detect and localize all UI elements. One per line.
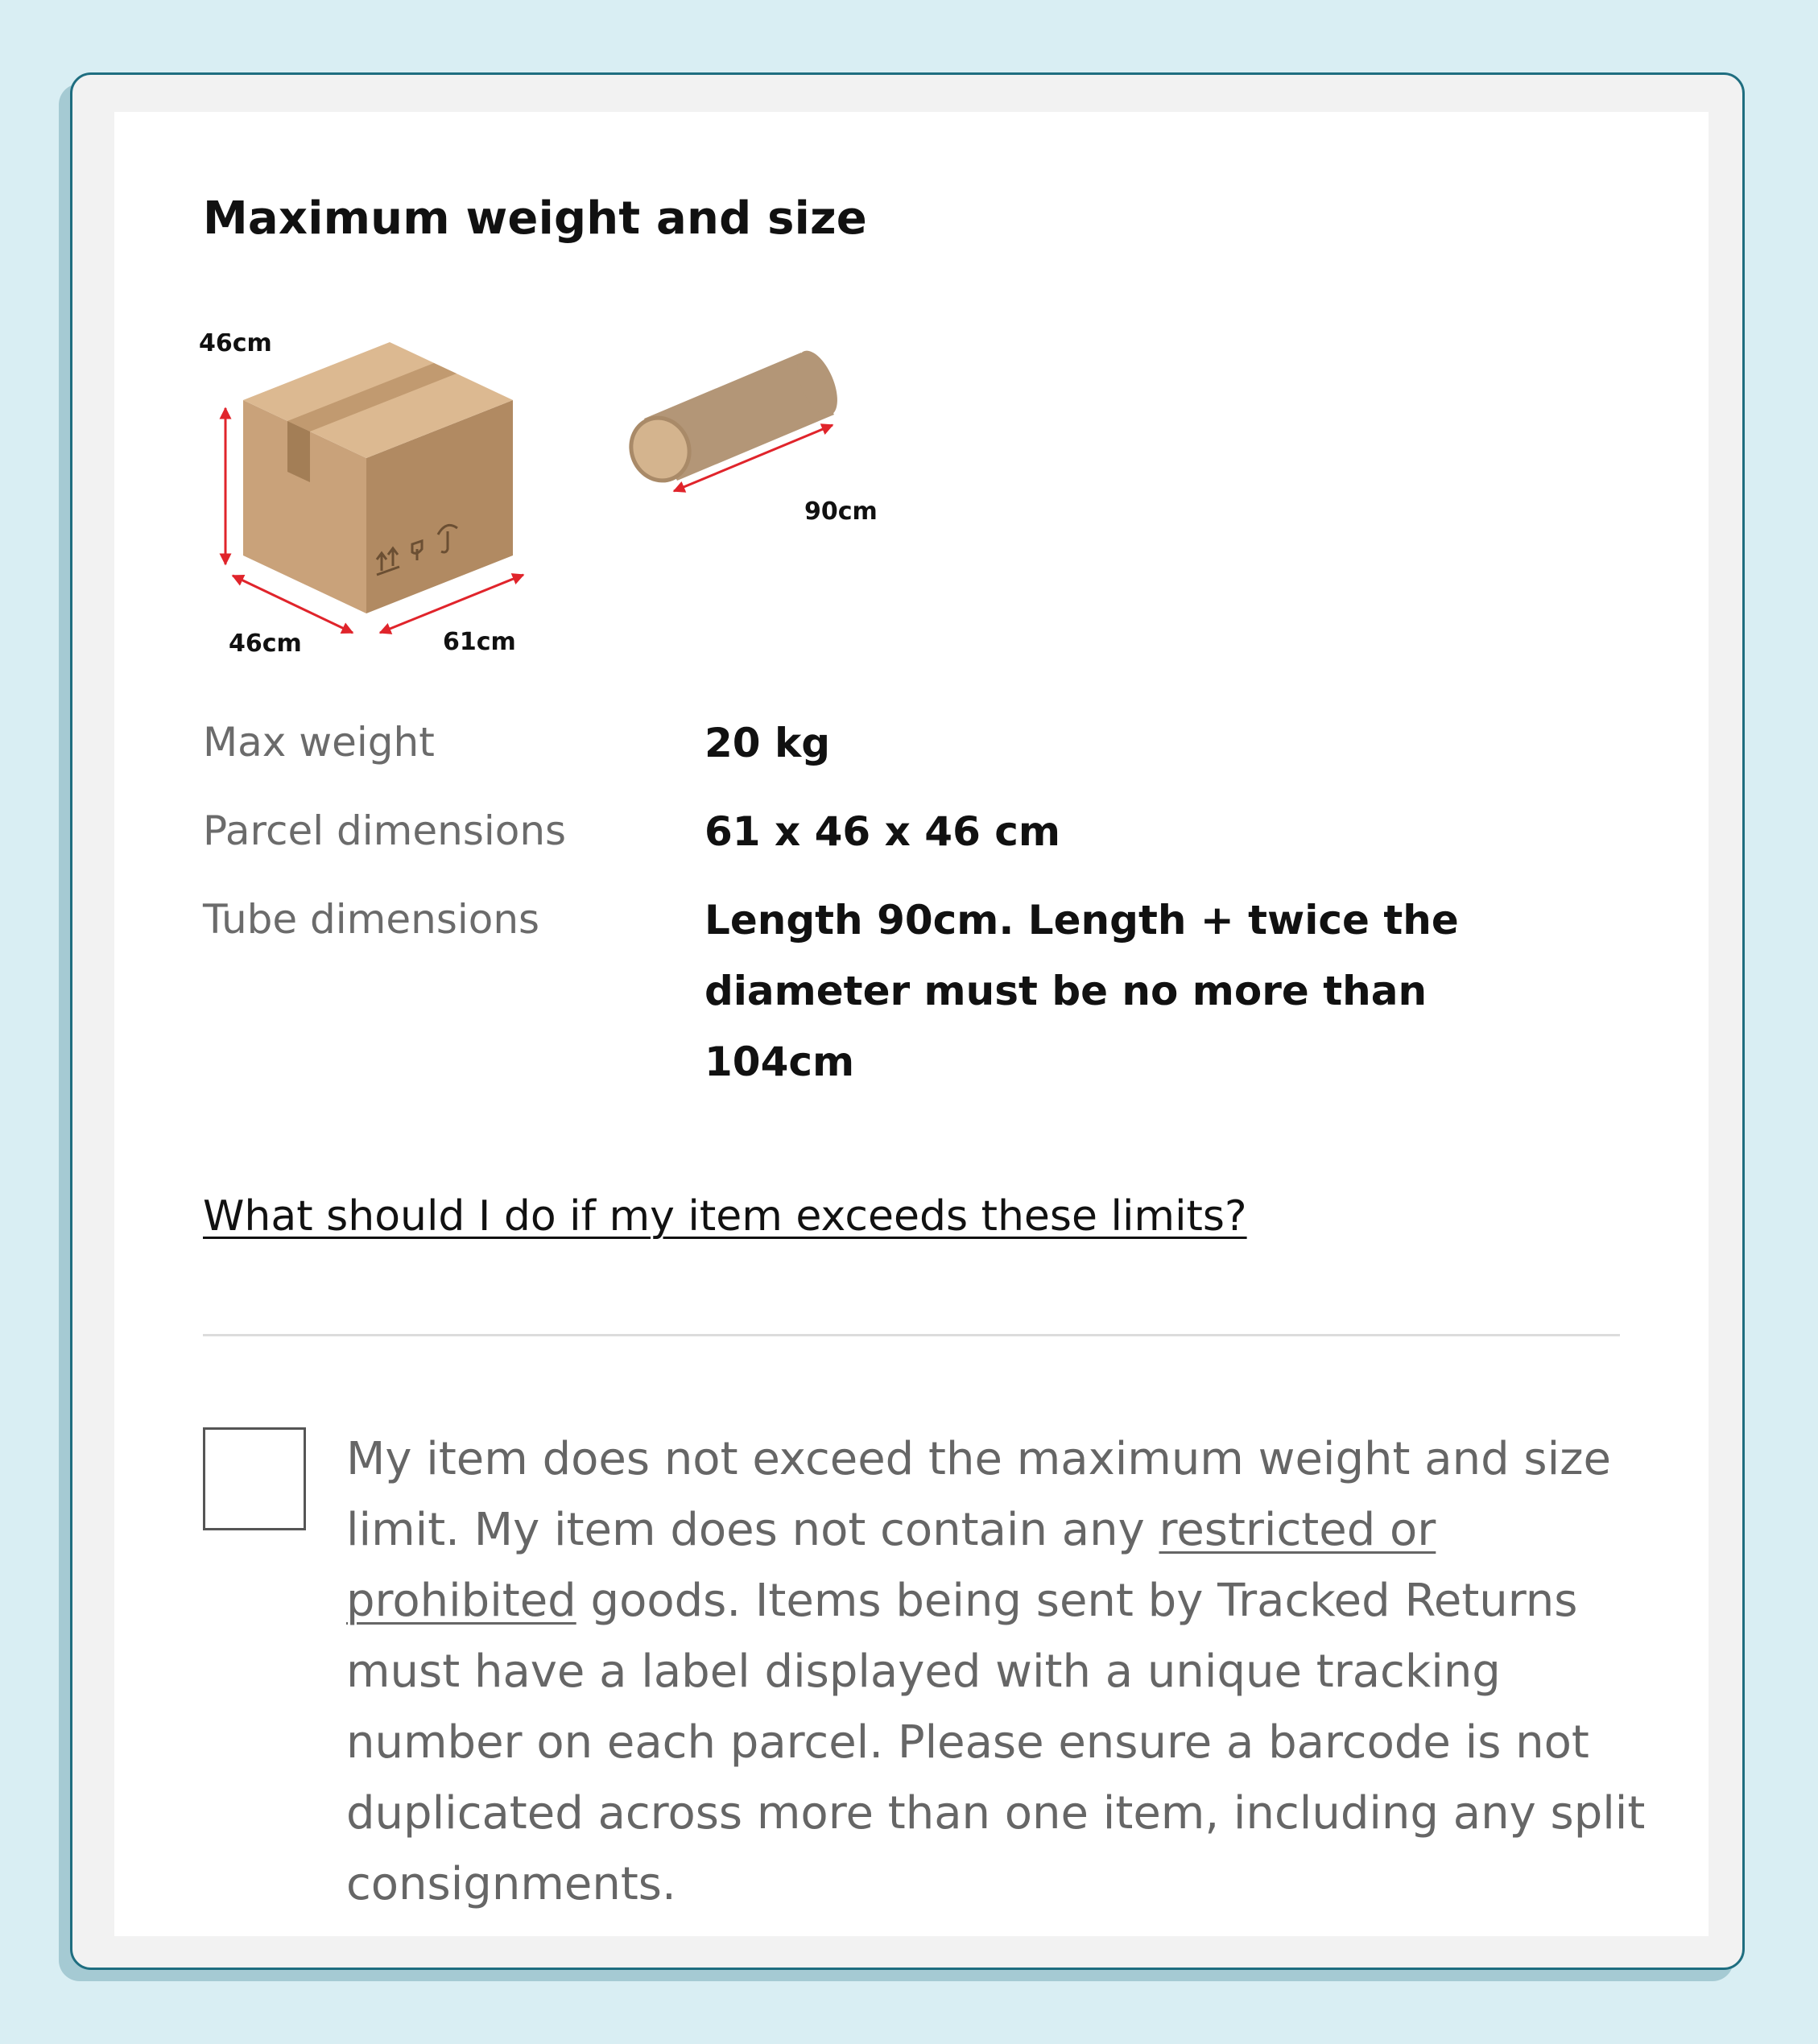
spec-value: 20 kg <box>704 720 831 766</box>
spec-row-tube <box>203 885 1652 1097</box>
consent-text-start: My item does not exceed the maximum weight and size limit. My item does not contain any <box>346 1433 1612 1556</box>
spec-value: Length 90cm. Length + twice the diameter must be no more than 104cm <box>704 897 1459 1085</box>
content-card <box>114 112 1709 1936</box>
consent-text-end: goods. Items being sent by Tracked Returns must have a label displayed with a unique tracking number on each parcel. Please ensure a barcode is not duplicated across more than one item, including any split consignments. <box>346 1575 1646 1910</box>
tube-length-label: 90cm <box>804 498 878 526</box>
box-height-label: 46cm <box>199 333 272 357</box>
parcel-illustration <box>187 333 1056 671</box>
modal-frame <box>70 72 1745 1970</box>
box-icon <box>225 342 523 633</box>
spec-label: Max weight <box>203 719 435 766</box>
limits-help-link[interactable]: What should I do if my item exceeds these limits? <box>203 1192 1247 1241</box>
spec-label: Parcel dimensions <box>203 807 567 854</box>
spec-row-parcel <box>203 796 1652 867</box>
tube-icon <box>619 345 846 493</box>
spec-value: 61 x 46 x 46 cm <box>704 808 1061 855</box>
page-title: Maximum weight and size <box>203 192 867 245</box>
spec-row-weight <box>203 708 1652 778</box>
box-depth-label: 46cm <box>229 630 302 658</box>
divider <box>203 1334 1620 1336</box>
spec-label: Tube dimensions <box>203 896 540 943</box>
specs-list <box>203 708 1652 1115</box>
restricted-goods-link[interactable]: restricted or prohibited <box>346 1504 1436 1627</box>
consent-checkbox[interactable] <box>203 1427 306 1530</box>
consent-text <box>346 1424 1651 1920</box>
box-width-label: 61cm <box>443 628 516 656</box>
